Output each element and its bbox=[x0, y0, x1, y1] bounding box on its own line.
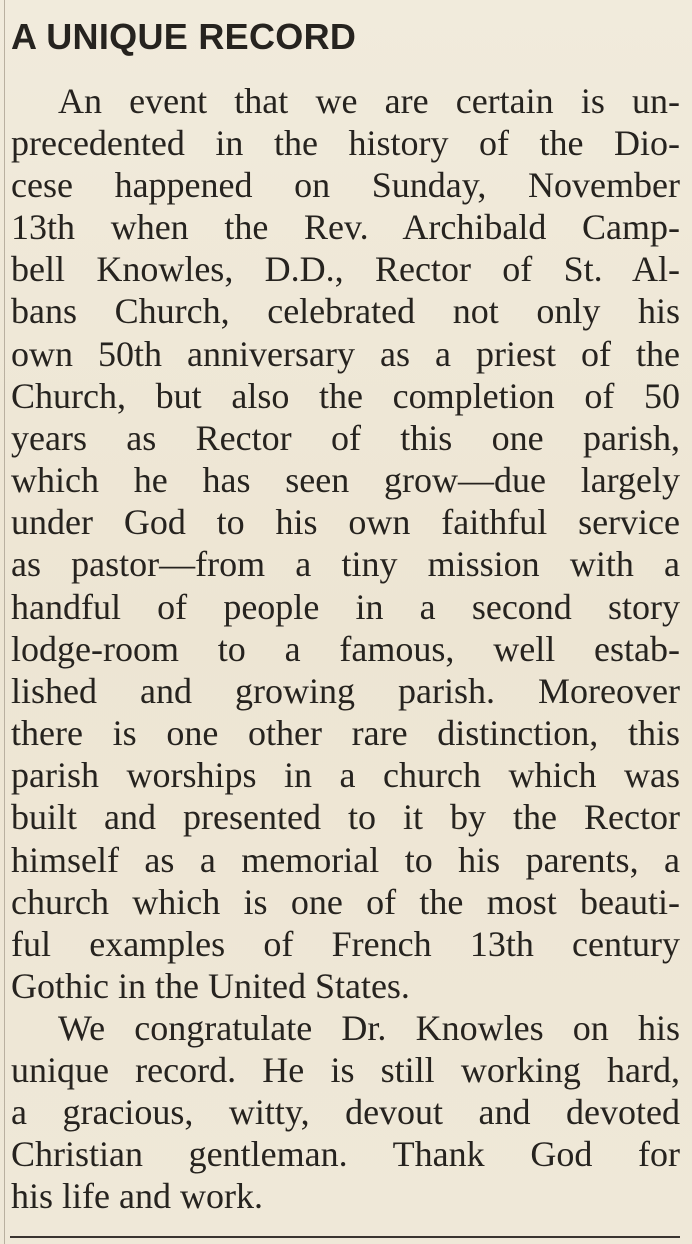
text-line: built and presented to it by the Rector bbox=[11, 797, 680, 837]
text-line: Church, but also the completion of 50 bbox=[11, 376, 680, 416]
text-line: parish worships in a church which was bbox=[11, 755, 680, 795]
left-edge-rule bbox=[4, 0, 5, 1244]
text-line: a gracious, witty, devout and devoted bbox=[11, 1092, 680, 1132]
text-line: ful examples of French 13th century bbox=[11, 924, 680, 964]
text-line: under God to his own faithful service bbox=[11, 502, 680, 542]
text-line: Christian gentleman. Thank God for bbox=[11, 1134, 680, 1174]
text-line: precedented in the history of the Dio- bbox=[11, 123, 680, 163]
text-line: church which is one of the most beauti- bbox=[11, 882, 680, 922]
text-line: own 50th anniversary as a priest of the bbox=[11, 334, 680, 374]
text-line: 13th when the Rev. Archibald Camp- bbox=[11, 207, 680, 247]
text-line: Gothic in the United States. bbox=[11, 966, 410, 1006]
text-line: as pastor—from a tiny mission with a bbox=[11, 544, 680, 584]
text-line: cese happened on Sunday, November bbox=[11, 165, 680, 205]
text-line: his life and work. bbox=[11, 1176, 263, 1216]
text-line: bell Knowles, D.D., Rector of St. Al- bbox=[11, 249, 680, 289]
text-line: lished and growing parish. Moreover bbox=[11, 671, 680, 711]
text-line: We congratulate Dr. Knowles on his bbox=[58, 1008, 680, 1048]
text-line: himself as a memorial to his parents, a bbox=[11, 840, 680, 880]
text-line: which he has seen grow—due largely bbox=[11, 460, 680, 500]
text-line: lodge-room to a famous, well estab- bbox=[11, 629, 680, 669]
text-line: An event that we are certain is un- bbox=[58, 81, 680, 121]
text-line: handful of people in a second story bbox=[11, 587, 680, 627]
article-heading: A UNIQUE RECORD bbox=[11, 16, 357, 57]
text-line: years as Rector of this one parish, bbox=[11, 418, 680, 458]
text-line: bans Church, celebrated not only his bbox=[11, 291, 680, 331]
text-line: unique record. He is still working hard, bbox=[11, 1050, 680, 1090]
bottom-rule bbox=[10, 1236, 680, 1238]
text-line: there is one other rare distinction, this bbox=[11, 713, 680, 753]
